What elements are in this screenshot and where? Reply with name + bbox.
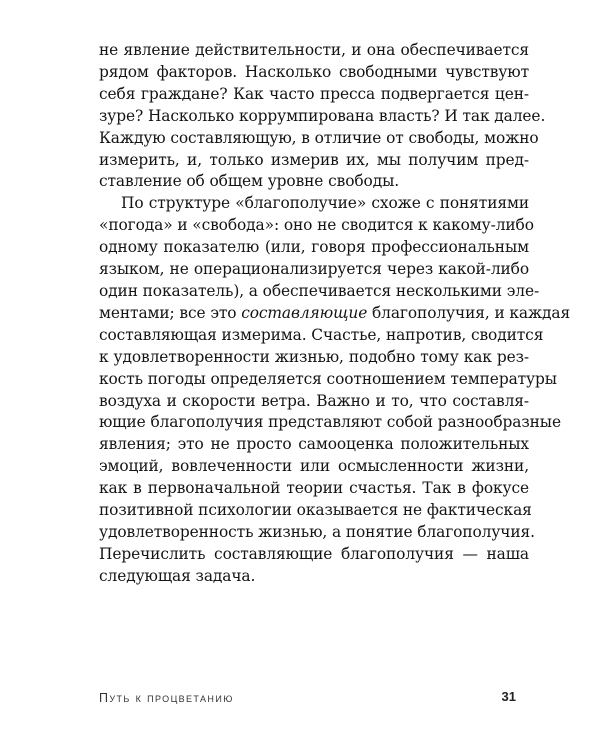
text-line: позитивной психологии оказывается не фактическая: [99, 501, 532, 520]
emphasized-term: составляющие: [241, 303, 368, 322]
text-line: явления; это не просто самооценка положительных: [99, 435, 529, 454]
text-line: По структуре «благополучие» схоже с понятиями: [121, 194, 529, 213]
page-number: 31: [501, 689, 516, 704]
text-line: следующая задача.: [99, 566, 256, 585]
line-segment: ментами; все это: [99, 303, 242, 322]
text-line: себя граждане? Как часто пресса подвергается цен-: [99, 84, 529, 103]
body-text: [99, 40, 571, 588]
text-line: к удовлетворенности жизнью, подобно тому как рез-: [99, 347, 529, 366]
text-line: одному показателю (или, говоря профессиональным: [99, 238, 529, 257]
text-line: зуре? Насколько коррумпирована власть? И так далее.: [99, 106, 546, 125]
text-line: Каждую составляющую, в отличие от свободы, можно: [99, 128, 539, 147]
text-line: ставление об общем уровне свободы.: [99, 172, 400, 191]
text-line: ющие благополучия представляют собой разнообразные: [99, 413, 561, 432]
text-line: языком, не операционализируется через какой-либо: [99, 260, 529, 279]
text-line: рядом факторов. Насколько свободными чувствуют: [99, 62, 529, 81]
text-line: кость погоды определяется соотношением температуры: [99, 369, 557, 388]
text-line: один показатель), а обеспечивается несколькими эле-: [99, 281, 540, 300]
text-line: измерить, и, только измерив их, мы получим пред-: [99, 150, 529, 169]
text-line: составляющая измерима. Счастье, напротив, сводится: [99, 325, 544, 344]
text-line: «погода» и «свобода»: оно не сводится к какому-либо: [99, 216, 534, 235]
line-segment: благополучия, и каждая: [367, 303, 571, 322]
text-line: удовлетворенность жизнью, а понятие благополучия.: [99, 522, 535, 541]
text-line: не явление действительности, и она обеспечивается: [99, 41, 529, 59]
text-line: Перечислить составляющие благополучия — наша: [99, 544, 529, 563]
text-line: воздуха и скорости ветра. Важно и то, что составля-: [99, 391, 529, 410]
text-line: как в первоначальной теории счастья. Так в фокусе: [99, 479, 529, 498]
running-head: Путь к процветанию: [99, 691, 234, 705]
text-line-with-emphasis: [99, 303, 571, 325]
text-line: эмоций, вовлеченности или осмысленности жизни,: [99, 457, 529, 476]
